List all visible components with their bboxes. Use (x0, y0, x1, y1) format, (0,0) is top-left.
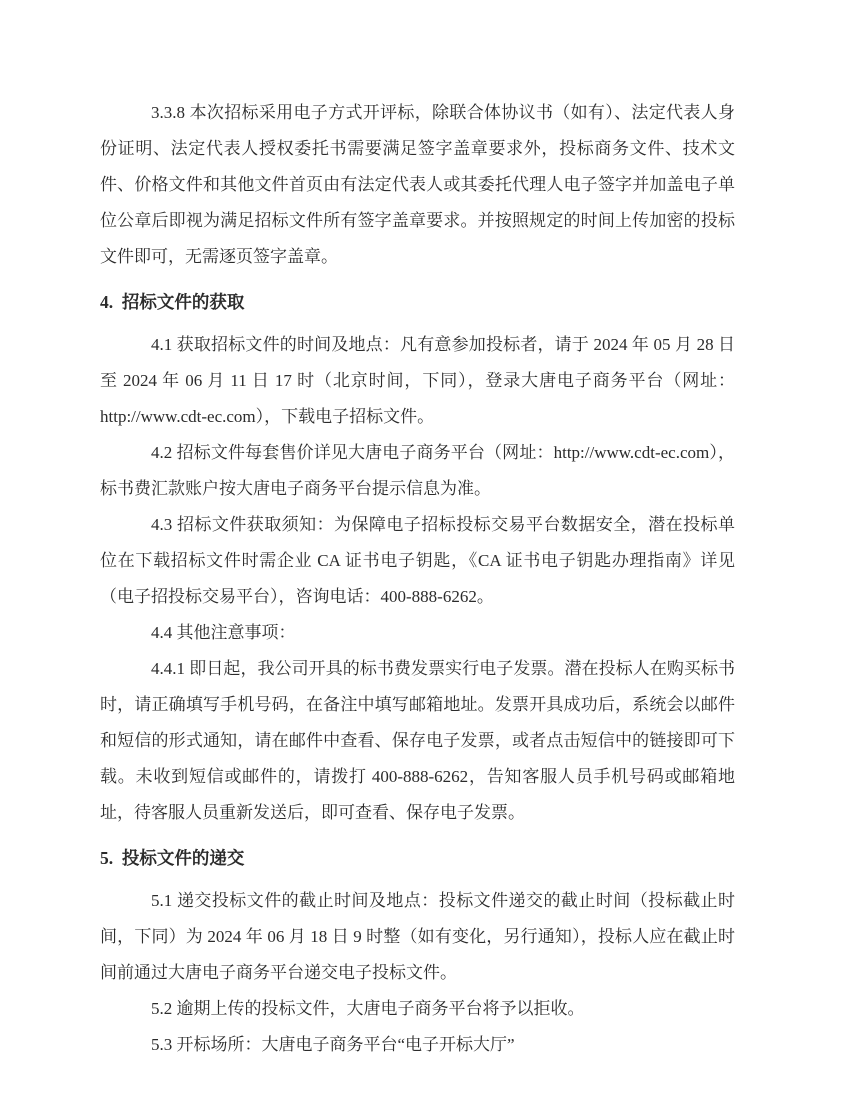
paragraph-4-4-1: 4.4.1 即日起，我公司开具的标书费发票实行电子发票。潜在投标人在购买标书时，请正确填写手机号码，在备注中填写邮箱地址。发票开具成功后，系统会以邮件和短信的形式通知，请在邮件中查看、保存电子发票，或者点击短信中的链接即可下载。未收到短信或邮件的，请拨打 400-888-6262，告知客服人员手机号码或邮箱地址，待客服人员重新发送后，即可查看、保存电子发票。 (100, 659, 735, 822)
section-heading-4: 4. 招标文件的获取 (100, 292, 245, 312)
paragraph-5-2: 5.2 逾期上传的投标文件，大唐电子商务平台将予以拒收。 (151, 999, 585, 1018)
paragraph-4-1: 4.1 获取招标文件的时间及地点：凡有意参加投标者，请于 2024 年 05 月 28 日至 2024 年 06 月 11 日 17 时（北京时间，下同），登录大唐电子商务平台（网址：http://www.cdt-ec.com），下载电子招标文件。 (100, 335, 735, 426)
section-heading-5: 5. 投标文件的递交 (100, 848, 245, 868)
paragraph-4-3: 4.3 招标文件获取须知：为保障电子招标投标交易平台数据安全，潜在投标单位在下载招标文件时需企业 CA 证书电子钥匙，《CA 证书电子钥匙办理指南》详见（电子招投标交易平台），咨询电话：400-888-6262。 (100, 515, 735, 606)
paragraph-5-1: 5.1 递交投标文件的截止时间及地点：投标文件递交的截止时间（投标截止时间，下同）为 2024 年 06 月 18 日 9 时整（如有变化，另行通知），投标人应在截止时间前通过大唐电子商务平台递交电子投标文件。 (100, 891, 735, 982)
paragraph-4-4: 4.4 其他注意事项： (151, 623, 296, 642)
paragraph-4-2: 4.2 招标文件每套售价详见大唐电子商务平台（网址：http://www.cdt-ec.com），标书费汇款账户按大唐电子商务平台提示信息为准。 (100, 443, 735, 498)
paragraph-3-3-8: 3.3.8 本次招标采用电子方式开评标，除联合体协议书（如有）、法定代表人身份证明、法定代表人授权委托书需要满足签字盖章要求外，投标商务文件、技术文件、价格文件和其他文件首页由有法定代表人或其委托代理人电子签字并加盖电子单位公章后即视为满足招标文件所有签字盖章要求。并按照规定的时间上传加密的投标文件即可，无需逐页签字盖章。 (100, 103, 735, 266)
paragraph-5-3: 5.3 开标场所：大唐电子商务平台“电子开标大厅” (151, 1035, 515, 1054)
